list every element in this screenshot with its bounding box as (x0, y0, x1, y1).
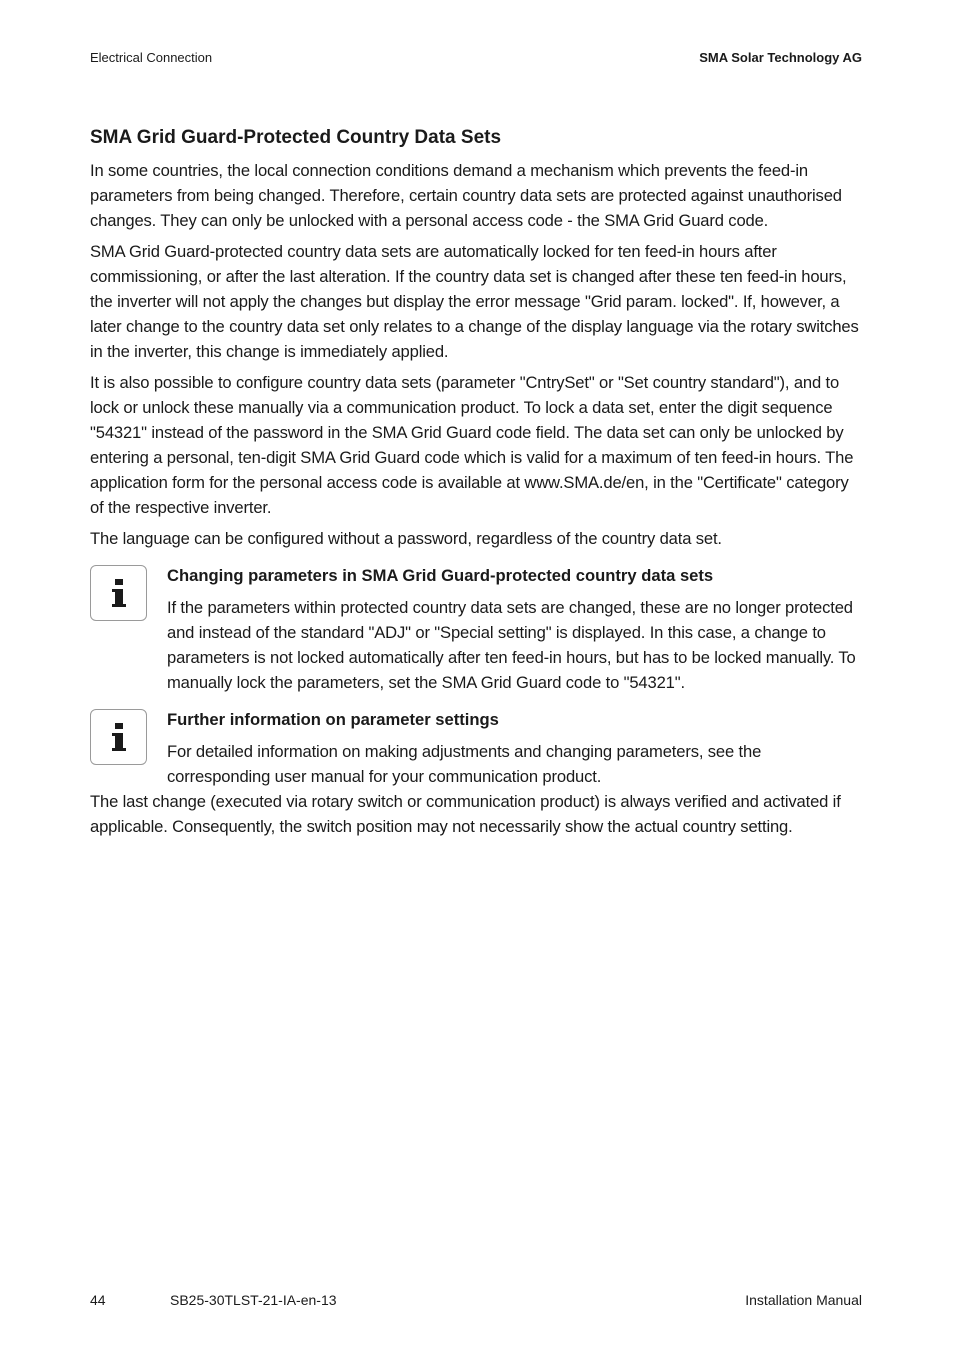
info-note-changing-parameters (90, 563, 862, 695)
info-icon (90, 709, 147, 765)
main-content (90, 126, 862, 845)
note-title: Further information on parameter settings (167, 710, 499, 729)
page-number: 44 (90, 1292, 106, 1308)
note-body: If the parameters within protected country data sets are changed, these are no longer protected and instead of the standard "ADJ" or "Special setting" is displayed. In this case, a change to parameters is not locked automatically after ten feed-in hours, but has to be locked manually. To manually lock the parameters, set the SMA Grid Guard code to "54321". (167, 598, 856, 692)
note-body: For detailed information on making adjustments and changing parameters, see the corresponding user manual for your communication product. (167, 742, 762, 786)
info-icon (90, 565, 147, 621)
paragraph-language: The language can be configured without a password, regardless of the country data set. (90, 529, 722, 548)
paragraph-final: The last change (executed via rotary switch or communication product) is always verified and activated if applicable. Consequently, the switch position may not necessarily show the actual country setting. (90, 792, 841, 836)
header-company: SMA Solar Technology AG (699, 50, 862, 65)
document-type: Installation Manual (745, 1292, 862, 1308)
note-title: Changing parameters in SMA Grid Guard-protected country data sets (167, 566, 714, 585)
header-section-title: Electrical Connection (90, 50, 213, 65)
info-note-further-information (90, 707, 862, 789)
page-title: SMA Grid Guard-Protected Country Data Sets (90, 127, 502, 148)
paragraph-intro: In some countries, the local connection conditions demand a mechanism which prevents the feed-in parameters from being changed. Therefore, certain country data sets are protected against unauthorised changes. They can only be unlocked with a personal access code - the SMA Grid Guard code. (90, 161, 842, 230)
document-id: SB25-30TLST-21-IA-en-13 (170, 1292, 337, 1308)
paragraph-configure: It is also possible to configure country data sets (parameter "CntrySet" or "Set country standard"), and to lock or unlock these manually via a communication product. To lock a data set, enter the digit sequence "54321" instead of the password in the SMA Grid Guard code field. The data set can only be unlocked by entering a personal, ten-digit SMA Grid Guard code which is valid for a maximum of ten feed-in hours. The application form for the personal access code is available at www.SMA.de/en, in the "Certificate" category of the respective inverter. (90, 373, 854, 517)
paragraph-locking: SMA Grid Guard-protected country data sets are automatically locked for ten feed-in hours after commissioning, or after the last alteration. If the country data set is changed after these ten feed-in hours, the inverter will not apply the changes but display the error message "Grid param. locked". If, however, a later change to the country data set only relates to a change of the display language via the rotary switches in the inverter, this change is immediately applied. (90, 242, 859, 361)
